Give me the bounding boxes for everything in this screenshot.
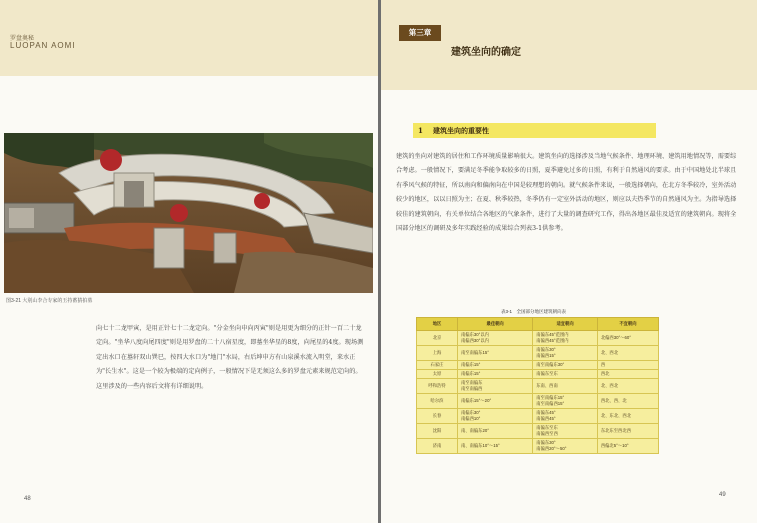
section-number: 1 (418, 126, 423, 135)
table-cell: 南、南偏东20° (458, 424, 533, 439)
table-cell: 南偏东15° (458, 370, 533, 379)
table-row (417, 361, 659, 370)
column-header: 最佳朝向 (458, 318, 533, 331)
table-cell: 南偏东30°以内 南偏西30°以内 (458, 331, 533, 346)
table-cell: 东南、西南 (533, 379, 598, 394)
table-cell: 西偏北5°～10° (597, 439, 658, 454)
table-cell: 南至南偏东15° (458, 346, 533, 361)
table-row (417, 346, 659, 361)
right-page (381, 0, 757, 523)
table-cell: 南偏东45°范围内 南偏西45°范围内 (533, 331, 598, 346)
table-cell: 太原 (417, 370, 458, 379)
section-heading (413, 123, 656, 138)
table-cell: 南偏东30° 南偏西10° (458, 409, 533, 424)
table-cell: 北偏西30°～60° (597, 331, 658, 346)
series-name-en: LUOPAN AOMI (10, 41, 76, 50)
header-band (381, 0, 757, 90)
table-row (417, 439, 659, 454)
table-cell: 长春 (417, 409, 458, 424)
left-page (0, 0, 378, 523)
table-cell: 南至南偏东 南至南偏西 (458, 379, 533, 394)
table-cell: 济南 (417, 439, 458, 454)
table-cell: 南偏东至东 (533, 370, 598, 379)
tomb-photo (4, 133, 373, 293)
table-cell: 北、西北 (597, 346, 658, 361)
table-cell: 南偏东15° (458, 361, 533, 370)
column-header: 地区 (417, 318, 458, 331)
column-header: 适宜朝向 (533, 318, 598, 331)
table-cell: 石家庄 (417, 361, 458, 370)
chapter-title: 建筑坐向的确定 (451, 47, 521, 58)
table-header-row (417, 318, 659, 331)
table-cell: 南偏东30° 南偏西15° (533, 346, 598, 361)
page-number: 48 (24, 496, 31, 502)
chapter-label: 第三章 (399, 25, 441, 41)
table-row (417, 331, 659, 346)
table-row (417, 370, 659, 379)
series-name-cn: 罗盘奥秘 (10, 35, 35, 42)
table-cell: 南偏东至东 南偏西至西 (533, 424, 598, 439)
table-cell: 南至南偏东15° 南至南偏西15° (533, 394, 598, 409)
body-text: 建筑的坐向对建筑的居住和工作环境质量影响很大。建筑坐向的选择涉及当地气候条件、地理环境、建筑用地情况等，需要综合考虑。一般情况下，要满足冬季能争取较多的日照，夏季避免过多的日照，有利于自然通风的要求。由于中国地处北半球且有季风气候的特征，所以南向和偏南向在中国是较理想的朝向。就气候条件来说，一般选择朝向，在北方冬季较冷，室外活动较少的地区，以以日照为主；在夏、秋季较热，冬季仍有一定室外活动的地区，则应以夫热季节的自然通风为主。为指导选择较佳的建筑朝向，有关单位结合各地区的气象条件，进行了大量的调查研究工作，得出各地区最佳及适宜的建筑朝向。现将全国部分地区的调研及多年实践经验的成果综合列表3-1供参考。 (396, 153, 737, 233)
table-cell: 北京 (417, 331, 458, 346)
table-row (417, 424, 659, 439)
table-cell: 西 (597, 361, 658, 370)
header-band (0, 0, 378, 76)
section-title: 建筑坐向的重要性 (433, 126, 489, 135)
photo-caption: 图3-21 大别山李合专家的玉持蓄猜拍墓 (6, 298, 93, 304)
table-cell: 南偏东15°～20° (458, 394, 533, 409)
orientation-table (416, 317, 659, 454)
table-cell: 南、南偏东10°～15° (458, 439, 533, 454)
table-cell: 西北、西、北 (597, 394, 658, 409)
page-number: 49 (719, 492, 726, 498)
table-caption: 表3-1 全国部分地区建筑朝向表 (501, 309, 567, 314)
table-cell: 北、西北 (597, 379, 658, 394)
body-text: 向七十二龙甲寅，是用正针七十二龙定向。"分金坐向申向丙寅"则是用更为细分的正针一百二十龙定向。"坐华八度向尾四度"则是用罗盘的二十八宿星度，即墓坐华星的8度，向尾星的4度。现场测定出水口在墓轩双山巽巳，按四大水口为"地门"水局，右后坤申方有山泉溪水流入明堂，来水正为"长生水"。这是一个较为极端的定向例子，一般情况下是无须这么多的罗盘元素来规范定向的。这里涉及的一些内容后文将有详细说明。 (96, 325, 364, 390)
table-cell: 东北东至西北西 (597, 424, 658, 439)
table-cell: 北、东北、西北 (597, 409, 658, 424)
table-cell: 上海 (417, 346, 458, 361)
table-cell: 呼和浩特 (417, 379, 458, 394)
table-cell: 哈尔滨 (417, 394, 458, 409)
table-cell: 南偏东30° 南偏西20°～50° (533, 439, 598, 454)
table-row (417, 409, 659, 424)
table-cell: 南偏东45° 南偏西45° (533, 409, 598, 424)
column-header: 不宜朝向 (597, 318, 658, 331)
table-cell: 南至南偏东30° (533, 361, 598, 370)
table-row (417, 394, 659, 409)
table-cell: 沈阳 (417, 424, 458, 439)
table-cell: 西北 (597, 370, 658, 379)
table-row (417, 379, 659, 394)
